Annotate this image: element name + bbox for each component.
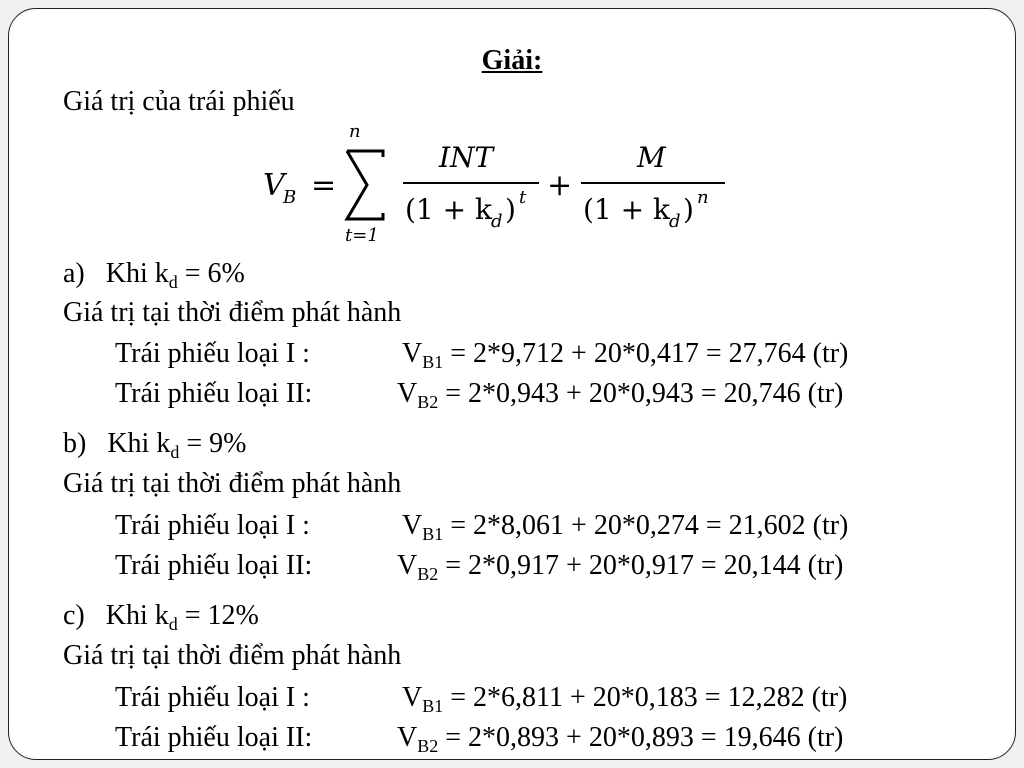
value-expression: = 2*0,943 + 20*0,943 = 20,746 (tr)	[438, 378, 844, 409]
section-marker: c)	[63, 600, 85, 631]
khi-sub: d	[168, 272, 178, 292]
section-b-row2-label: Trái phiếu loại II:	[115, 550, 313, 581]
section-b-subtitle: Giá trị tại thời điểm phát hành	[63, 468, 402, 499]
fraction2-numerator: M	[637, 141, 666, 174]
v-sub: B2	[417, 564, 439, 584]
intro-text: Giá trị của trái phiếu	[63, 86, 295, 117]
section-b-row1-value	[402, 509, 848, 543]
fraction2-den-exp: n	[697, 187, 709, 208]
fraction1-denominator: (1 + k	[405, 193, 492, 226]
v-sub: B2	[417, 736, 439, 756]
sum-upper: n	[349, 123, 361, 142]
section-b-heading	[63, 427, 246, 461]
v-symbol: V	[402, 510, 423, 541]
slide-title: Giải:	[481, 45, 543, 76]
section-c-subtitle: Giá trị tại thời điểm phát hành	[63, 640, 402, 671]
khi-sub: d	[168, 614, 178, 634]
khi-label: Khi k	[105, 600, 169, 631]
slide	[8, 8, 1016, 760]
v-sub: B1	[422, 696, 444, 716]
khi-value: = 6%	[177, 258, 245, 289]
khi-sub: d	[170, 442, 180, 462]
fraction2-denominator: (1 + k	[583, 193, 670, 226]
value-expression: = 2*0,893 + 20*0,893 = 19,646 (tr)	[438, 722, 844, 753]
section-c-heading	[63, 599, 259, 633]
fraction1-numerator: INT	[439, 141, 494, 174]
value-expression: = 2*6,811 + 20*0,183 = 12,282 (tr)	[443, 682, 848, 713]
value-expression: = 2*0,917 + 20*0,917 = 20,144 (tr)	[438, 550, 844, 581]
v-sub: B2	[417, 392, 439, 412]
v-sub: B1	[422, 524, 444, 544]
section-a-row2-value	[397, 377, 843, 411]
formula-equals: =	[311, 168, 337, 203]
v-symbol: V	[402, 338, 423, 369]
v-sub: B1	[422, 352, 444, 372]
bond-value-formula	[263, 123, 733, 251]
formula-plus: +	[547, 168, 573, 203]
sum-lower: t=1	[345, 225, 379, 246]
khi-label: Khi k	[105, 258, 169, 289]
formula-lhs: V	[263, 168, 285, 203]
section-a-row1-label: Trái phiếu loại I :	[115, 338, 310, 369]
section-marker: b)	[63, 428, 87, 459]
section-c-row1-label: Trái phiếu loại I :	[115, 682, 310, 713]
section-a-row1-value	[402, 337, 848, 371]
section-b-row2-value	[397, 549, 843, 583]
v-symbol: V	[397, 550, 418, 581]
fraction1-den-sub: d	[491, 211, 503, 232]
khi-label: Khi k	[107, 428, 171, 459]
khi-value: = 9%	[179, 428, 247, 459]
fraction2-den-close: )	[683, 193, 694, 226]
fraction1-den-close: )	[505, 193, 516, 226]
khi-value: = 12%	[177, 600, 259, 631]
section-marker: a)	[63, 258, 85, 289]
section-c-row2-label: Trái phiếu loại II:	[115, 722, 313, 753]
section-c-row2-value	[397, 721, 843, 755]
value-expression: = 2*8,061 + 20*0,274 = 21,602 (tr)	[443, 510, 849, 541]
section-a-heading	[63, 257, 245, 291]
v-symbol: V	[402, 682, 423, 713]
formula-lhs-sub: B	[283, 187, 297, 208]
section-c-row1-value	[402, 681, 847, 715]
section-a-subtitle: Giá trị tại thời điểm phát hành	[63, 297, 402, 328]
formula-svg	[263, 123, 733, 251]
section-b-row1-label: Trái phiếu loại I :	[115, 510, 310, 541]
fraction1-den-exp: t	[519, 187, 527, 208]
v-symbol: V	[397, 378, 418, 409]
v-symbol: V	[397, 722, 418, 753]
value-expression: = 2*9,712 + 20*0,417 = 27,764 (tr)	[443, 338, 849, 369]
sigma-icon	[347, 151, 383, 219]
section-a-row2-label: Trái phiếu loại II:	[115, 378, 313, 409]
fraction2-den-sub: d	[669, 211, 681, 232]
